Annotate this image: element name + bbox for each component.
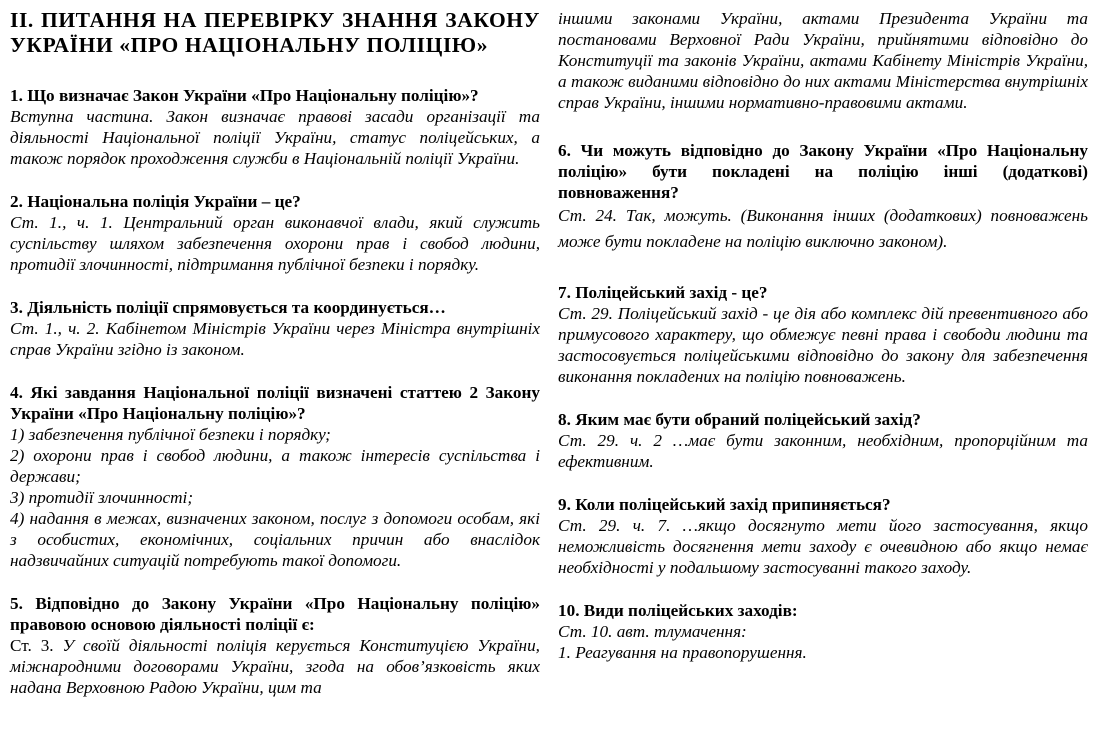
answer-4-item: 2) охорони прав і свобод людини, а також інтересів суспільства і держави; <box>10 446 540 486</box>
question-4: 4. Які завдання Національної поліції визначені статтею 2 Закону України «Про Національну поліцію»? <box>10 383 540 423</box>
question-7: 7. Поліцейський захід - це? <box>558 283 768 302</box>
right-column <box>558 0 1088 663</box>
answer-5-continued: іншими законами України, актами Президента України та постановами Верховної Ради України, прийнятими відповідно до Конституції та законів України, актами Кабінету Міністрів України, а також виданими відповідно до них актами Міністерства внутрішніх справ України, іншими нормативно-правовими актами. <box>558 9 1088 112</box>
question-8: 8. Яким має бути обраний поліцейський захід? <box>558 410 921 429</box>
answer-9: Ст. 29. ч. 7. …якщо досягнуто мети його застосування, якщо неможливість досягнення мети заходу є очевидною або якщо немає необхідності у подальшому застосуванні такого заходу. <box>558 516 1088 577</box>
question-5: 5. Відповідно до Закону України «Про Національну поліцію» правовою основою діяльності поліції є: <box>10 594 540 634</box>
section-title: ІІ. ПИТАННЯ НА ПЕРЕВІРКУ ЗНАННЯ ЗАКОНУ УКРАЇНИ «ПРО НАЦІОНАЛЬНУ ПОЛІЦІЮ» <box>10 8 540 57</box>
answer-3: Ст. 1., ч. 2. Кабінетом Міністрів України через Міністра внутрішніх справ України згідно із законом. <box>10 319 540 359</box>
answer-8: Ст. 29. ч. 2 …має бути законним, необхідним, пропорційним та ефективним. <box>558 431 1088 471</box>
left-column <box>10 0 540 698</box>
question-6: 6. Чи можуть відповідно до Закону України «Про Національну поліцію» бути покладені на поліцію інші (додаткові) повноваження? <box>558 141 1088 202</box>
answer-4-item: 1) забезпечення публічної безпеки і порядку; <box>10 425 331 444</box>
answer-6: Ст. 24. Так, можуть. (Виконання інших (додаткових) повноважень може бути покладене на поліцію виключно законом). <box>558 206 1088 251</box>
question-2: 2. Національна поліція України – це? <box>10 192 301 211</box>
answer-7: Ст. 29. Поліцейський захід - це дія або комплекс дій превентивного або примусового характеру, що обмежує певні права і свободи людини та застосовується поліцейськими відповідно до закону для забезпечення виконання покладених на поліцію повноважень. <box>558 304 1088 386</box>
answer-2: Ст. 1., ч. 1. Центральний орган виконавчої влади, який служить суспільству шляхом забезпечення охорони прав і свобод людини, протидії злочинності, підтримання публічної безпеки і порядку. <box>10 213 540 274</box>
answer-4-item: 3) протидії злочинності; <box>10 488 194 507</box>
answer-5-text: У своїй діяльності поліція керується Конституцією України, міжнародними договорами України, згода на обов’язковість яких надана Верховною Радою України, цим та <box>10 636 540 697</box>
answer-4-item: 4) надання в межах, визначених законом, послуг з допомоги особам, які з особистих, економічних, соціальних причин або внаслідок надзвичайних ситуацій потребують такої допомоги. <box>10 509 540 570</box>
answer-1: Вступна частина. Закон визначає правові засади організації та діяльності Національної поліції України, статус поліцейських, а також порядок проходження служби в Національній поліції України. <box>10 107 540 168</box>
answer-5 <box>10 635 540 698</box>
question-3: 3. Діяльність поліції спрямовується та координується… <box>10 298 446 317</box>
answer-5-prefix: Ст. 3. <box>10 636 54 655</box>
answer-10-line-1: Ст. 10. авт. тлумачення: <box>558 622 747 641</box>
answer-10-line-2: 1. Реагування на правопорушення. <box>558 643 807 662</box>
question-10: 10. Види поліцейських заходів: <box>558 601 798 620</box>
question-1: 1. Що визначає Закон України «Про Національну поліцію»? <box>10 86 479 105</box>
question-9: 9. Коли поліцейський захід припиняється? <box>558 495 891 514</box>
